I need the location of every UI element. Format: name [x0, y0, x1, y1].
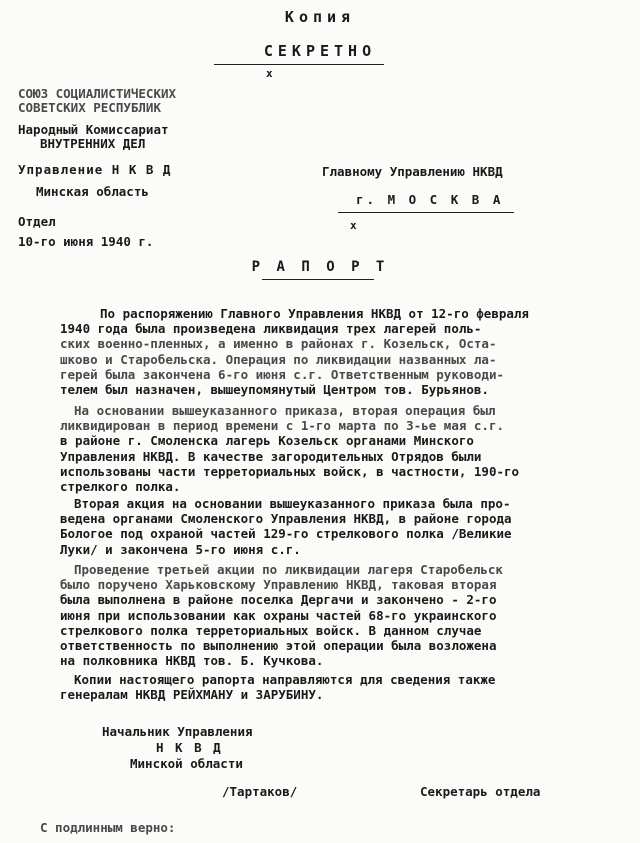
paragraph-line: На основании вышеуказанного приказа, вторая операция был: [74, 403, 496, 418]
paragraph-line: на полковника НКВД тов. Б. Кучкова.: [60, 653, 324, 669]
paragraph-line: Проведение третьей акции по ликвидации лагеря Старобельск: [74, 562, 503, 577]
paragraph-line: стрелкого полка.: [60, 479, 181, 495]
union-line-2: СОВЕТСКИХ РЕСПУБЛИК: [18, 100, 161, 115]
region: Минская область: [36, 184, 149, 199]
certified-copy-note: С подлинным верно:: [40, 820, 176, 835]
paragraph-line: Луки/ и закончена 5-го июня с.г.: [60, 541, 301, 557]
paragraph-line: По распоряжению Главного Управления НКВД от 12-го февраля: [100, 306, 529, 321]
signature-title-1: Начальник Управления: [102, 724, 253, 739]
secret-mark: x: [266, 67, 273, 80]
paragraph-line: ликвидирован в период времени с 1-го марта по 3-ье мая с.г.: [60, 418, 505, 434]
signatory-name: /Тартаков/: [222, 784, 298, 799]
secretary-label: Секретарь отдела: [420, 784, 541, 799]
addressee-line-1: Главному Управлению НКВД: [322, 164, 503, 179]
signature-title-2: Н К В Д: [156, 740, 223, 755]
paragraph-line: Бологое под охраной частей 129-го стрелкового полка /Великие: [60, 526, 512, 542]
paragraph-line: была выполнена в районе поселка Дергачи и закончено - 2-го: [60, 592, 497, 608]
commissariat-line-2: ВНУТРЕННИХ ДЕЛ: [40, 136, 146, 151]
paragraph-3: [60, 496, 612, 557]
paragraph-4: [60, 562, 612, 668]
paragraph-line: в районе г. Смоленска лагерь Козельск органами Минского: [60, 433, 474, 449]
paragraph-line: шково и Старобельска. Операция по ликвидации названных ла-: [60, 351, 497, 367]
paragraph-line: использованы части терреториальных войск, в частности, 190-го: [60, 463, 520, 479]
report-title: Р А П О Р Т: [251, 259, 389, 275]
paragraph-line: Вторая акция на основании вышеуказанного приказа была про-: [74, 496, 511, 511]
addressee-mark: x: [350, 219, 357, 232]
paragraph-line: телем был назначен, вышеупомянутый Центром тов. Бурьянов.: [60, 382, 489, 398]
paragraph-line: ответственность по выполнению этой операции была возложена: [60, 638, 497, 654]
paragraph-line: Копии настоящего рапорта направляются для сведения также: [74, 672, 496, 687]
paragraph-2: [60, 403, 612, 494]
department: Отдел: [18, 214, 56, 229]
title-underline: [262, 279, 374, 280]
secret-label: СЕКРЕТНО: [263, 42, 377, 60]
paragraph-5: [60, 672, 612, 702]
commissariat-line-1: Народный Комиссариат: [18, 122, 169, 137]
paragraph-line: 1940 года была произведена ликвидация трех лагерей поль-: [60, 321, 482, 337]
paragraph-line: Управления НКВД. В качестве загородительных Отрядов были: [60, 448, 482, 464]
union-line-1: СОЮЗ СОЦИАЛИСТИЧЕСКИХ: [18, 86, 177, 101]
paragraph-line: ведена органами Смоленского Управления НКВД, в районе города: [60, 511, 512, 527]
document-date: 10-го июня 1940 г.: [18, 234, 154, 249]
copy-label: Копия: [284, 8, 356, 26]
paragraph-line: ских военно-пленных, а именно в районах г. Козельск, Оста-: [60, 336, 497, 352]
paragraph-line: июня при использовании как охраны частей 68-го украинского: [60, 607, 497, 623]
paragraph-line: было поручено Харьковскому Управлению НКВД, таковая вторая: [60, 577, 497, 593]
secret-underline: [214, 64, 384, 65]
paragraph-line: герей была закончена 6-го июня с.г. Ответственным руководи-: [60, 366, 505, 382]
directorate: Управление Н К В Д: [18, 162, 172, 177]
signature-title-3: Минской области: [130, 756, 243, 771]
paragraph-line: генералам НКВД РЕЙХМАНУ и ЗАРУБИНУ.: [60, 687, 324, 703]
paragraph-line: стрелкового полка терреториальных войск. В данном случае: [60, 622, 482, 638]
addressee-city: г. М О С К В А: [356, 192, 504, 207]
paragraph-1: [60, 306, 612, 397]
addressee-underline: [338, 212, 514, 213]
